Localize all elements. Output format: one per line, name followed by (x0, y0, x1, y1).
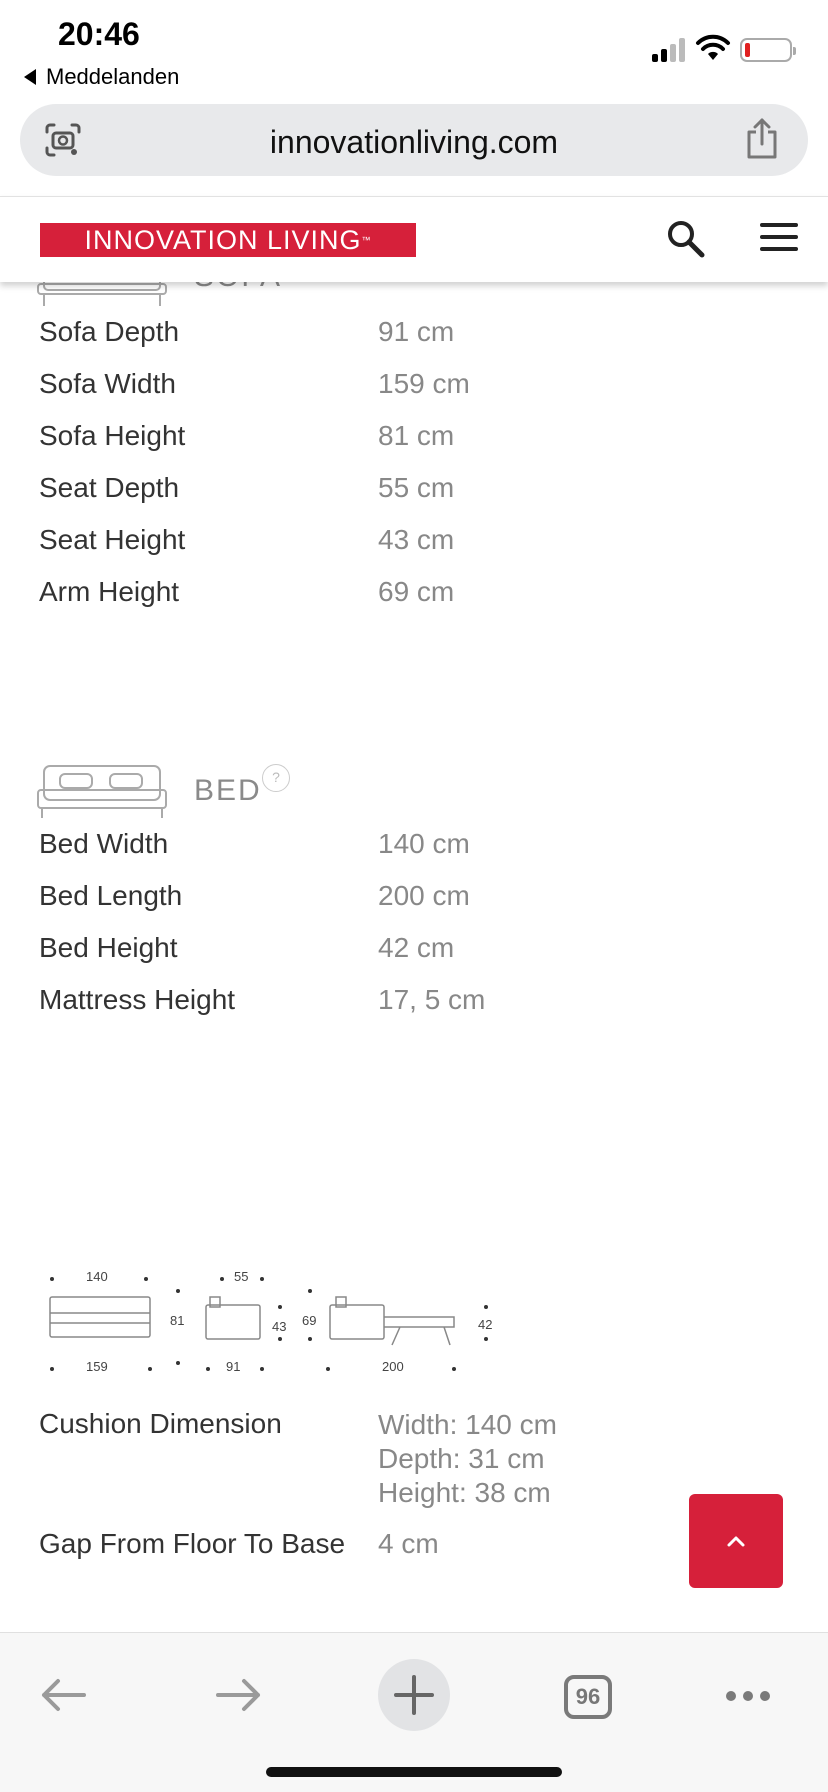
spec-value: 91 cm (378, 316, 455, 347)
back-to-app-link[interactable] (24, 64, 179, 90)
spec-value: 4 cm (378, 1528, 439, 1559)
back-triangle-icon (24, 69, 36, 85)
dim-label-69: 69 (302, 1313, 317, 1328)
spec-label: Sofa Height (39, 420, 186, 451)
dim-label-55: 55 (234, 1269, 249, 1284)
back-app-label: Meddelanden (46, 64, 180, 89)
status-bar (0, 0, 828, 96)
forward-arrow-icon[interactable] (214, 1675, 264, 1715)
browser-address-area (0, 96, 828, 196)
bed-icon (36, 760, 168, 822)
spec-label: Sofa Width (39, 368, 176, 399)
bed-section-title: BED (194, 774, 262, 807)
dim-label-42: 42 (478, 1317, 493, 1332)
more-options-icon[interactable] (726, 1691, 770, 1701)
cushion-depth: Depth: 31 cm (378, 1443, 545, 1474)
spec-row-mattress-height (39, 984, 799, 1024)
spec-label: Bed Width (39, 828, 169, 859)
spec-label: Bed Length (39, 880, 183, 911)
cellular-signal-icon (652, 38, 688, 62)
site-header (0, 196, 828, 282)
url-text[interactable]: innovationliving.com (269, 124, 559, 160)
spec-label: Gap From Floor To Base (39, 1528, 346, 1559)
dim-label-140: 140 (86, 1269, 108, 1284)
spec-value: 43 cm (378, 524, 455, 555)
logo-tm: ™ (361, 235, 372, 245)
spec-label: Seat Height (39, 524, 186, 555)
scroll-to-top-button[interactable] (689, 1494, 783, 1588)
spec-value: 200 cm (378, 880, 470, 911)
back-arrow-icon[interactable] (38, 1675, 88, 1715)
address-bar[interactable] (20, 104, 808, 176)
status-time: 20:46 (58, 16, 140, 52)
spec-label: Cushion Dimension (39, 1408, 282, 1439)
spec-value: 69 cm (378, 576, 455, 607)
spec-value: 140 cm (378, 828, 470, 859)
spec-row-sofa-height (39, 420, 799, 460)
dim-label-91: 91 (226, 1359, 241, 1374)
dim-label-159: 159 (86, 1359, 108, 1374)
spec-value: 55 cm (378, 472, 455, 503)
spec-value: 42 cm (378, 932, 455, 963)
spec-row-seat-depth (39, 472, 799, 512)
dim-label-200: 200 (382, 1359, 404, 1374)
browser-toolbar (0, 1632, 828, 1792)
spec-row-bed-length (39, 880, 799, 920)
spec-row-seat-height (39, 524, 799, 564)
spec-label: Sofa Depth (39, 316, 180, 347)
dim-label-43: 43 (272, 1319, 287, 1334)
chevron-up-icon (689, 1494, 783, 1588)
plus-icon (378, 1659, 450, 1731)
spec-value: 81 cm (378, 420, 455, 451)
spec-row-bed-height (39, 932, 799, 972)
bed-section-header (36, 760, 262, 822)
battery-icon (740, 38, 792, 62)
logo-text: INNOVATION LIVING (84, 225, 362, 255)
spec-label: Seat Depth (39, 472, 180, 503)
spec-label: Mattress Height (39, 984, 236, 1015)
new-tab-button[interactable] (378, 1659, 450, 1731)
home-indicator (266, 1767, 562, 1777)
search-icon[interactable] (664, 217, 708, 261)
spec-label: Arm Height (39, 576, 180, 607)
innovation-living-logo[interactable] (40, 223, 416, 257)
spec-row-sofa-width (39, 368, 799, 408)
spec-row-bed-width (39, 828, 799, 868)
spec-value: 17, 5 cm (378, 984, 486, 1015)
cushion-height: Height: 38 cm (378, 1477, 551, 1508)
share-icon[interactable] (744, 118, 780, 160)
spec-label: Bed Height (39, 932, 178, 963)
tab-switcher-button[interactable]: 96 (564, 1675, 612, 1719)
page-content (0, 282, 828, 1632)
dimension-diagram (40, 1267, 510, 1377)
cushion-width: Width: 140 cm (378, 1409, 557, 1440)
spec-row-arm-height (39, 576, 799, 616)
spec-value: 159 cm (378, 368, 470, 399)
hamburger-menu-icon[interactable] (760, 223, 798, 253)
spec-row-sofa-depth (39, 316, 799, 356)
help-icon[interactable]: ? (262, 764, 290, 792)
cushion-values (378, 1408, 557, 1510)
wifi-icon (696, 34, 730, 62)
dim-label-81: 81 (170, 1313, 185, 1328)
spec-row-gap-floor (39, 1528, 799, 1568)
